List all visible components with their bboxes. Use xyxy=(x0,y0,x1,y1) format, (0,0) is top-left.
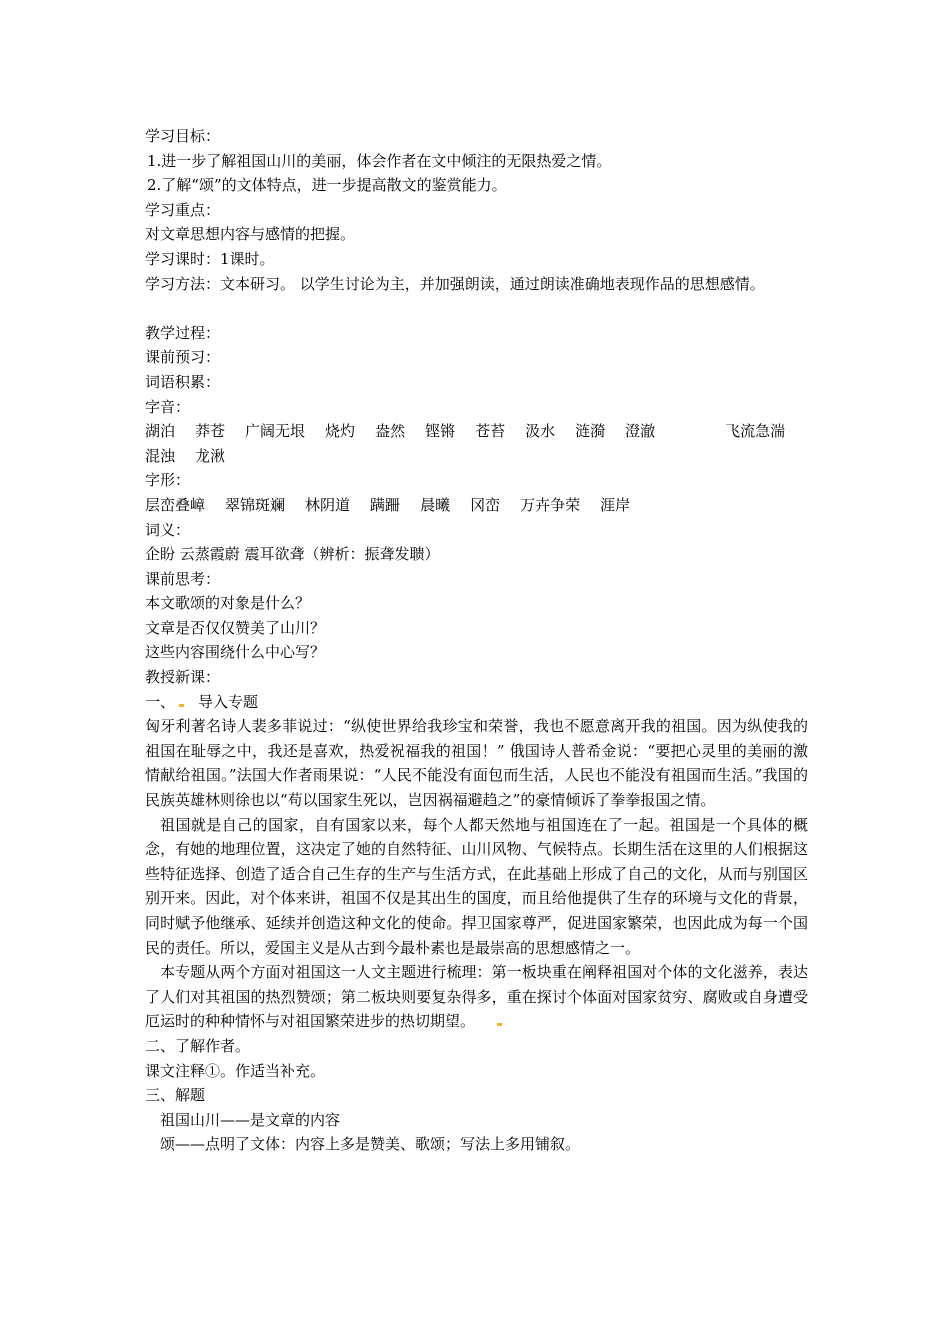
focus-heading: 学习重点： xyxy=(145,200,221,219)
section1-paragraph-2: 祖国就是自己的国家，自有国家以来，每个人都天然地与祖国连在了一起。祖国是一个具体的概念，有她的地理位置，这决定了她的自然特征、山川风物、气候特点。长期生活在这里的人们根据这些特征选择、创造了适合自己生存的生产与生活方式，在此基础上形成了自己的文化，从而与别国区别开来。因此，对个体来讲，祖国不仅是其出生的国度，而且给他提供了生存的环境与文化的背景，同时赋予他继承、延续并创造这种文化的使命。捍卫国家尊严，促进国家繁荣，也因此成为每一个国民的责任。所以，爱国主义是从古到今最朴素也是最崇高的思想感情之一。 xyxy=(145,815,808,957)
question-3: 这些内容围绕什么中心写？ xyxy=(145,643,326,662)
meaning-text: 企盼 云蒸霞蔚 震耳欲聋（辨析：振聋发聩） xyxy=(145,545,440,564)
form-words xyxy=(145,493,825,518)
lesson-method: 学习方法：文本研习。 以学生讨论为主，并加强朗读，通过朗读准确地表现作品的思想感情。 xyxy=(145,274,765,293)
section3-heading: 三、解题 xyxy=(145,1086,206,1105)
process-heading: 教学过程： xyxy=(145,323,221,342)
section1-number: 一、 xyxy=(145,692,176,711)
word: 飞流急湍 xyxy=(725,422,786,441)
word: 晨曦 xyxy=(420,495,451,514)
word: 广阔无垠 xyxy=(245,422,306,441)
pronunciation-words-2 xyxy=(145,444,825,469)
word: 苍苔 xyxy=(475,422,506,441)
section1-paragraph-1: 匈牙利著名诗人裴多菲说过：“纵使世界给我珍宝和荣誉，我也不愿意离开我的祖国。因为纵使我的祖国在耻辱之中，我还是喜欢，热爱祝福我的祖国！” 俄国诗人普希金说：“要把心灵里的美丽的激情献给祖国。”法国大作者雨果说：“人民不能没有面包而生活，人民也不能没有祖国而生活。”我国的民族英雄林则徐也以“苟以国家生死以，岂因祸福避趋之”的豪情倾诉了拳拳报国之情。 xyxy=(145,717,808,810)
objective-item-2: 2.了解“颂”的文体特点，进一步提高散文的鉴赏能力。 xyxy=(147,176,507,195)
section1-title: 导入专题 xyxy=(198,692,259,711)
meaning-label: 词义： xyxy=(145,520,191,539)
word: 莽苍 xyxy=(195,422,226,441)
word: 湖泊 xyxy=(145,422,176,441)
word: 涯岸 xyxy=(600,495,631,514)
marker xyxy=(497,1023,502,1026)
section2-heading: 二、了解作者。 xyxy=(145,1036,251,1055)
question-2: 文章是否仅仅赞美了山川？ xyxy=(145,618,326,637)
word: 盎然 xyxy=(375,422,406,441)
word: 澄澈 xyxy=(625,422,656,441)
spacer xyxy=(145,296,825,321)
pronunciation-label: 字音： xyxy=(145,397,191,416)
word: 龙湫 xyxy=(195,446,226,465)
word: 冈峦 xyxy=(470,495,501,514)
thinking-label: 课前思考： xyxy=(145,569,221,588)
word: 林阴道 xyxy=(305,495,351,514)
word: 万卉争荣 xyxy=(520,495,581,514)
section1-paragraph-3 xyxy=(145,960,808,1034)
preview-heading: 课前预习： xyxy=(145,348,221,367)
paragraph-text: 本专题从两个方面对祖国这一人文主题进行梳理：第一板块重在阐释祖国对个体的文化滋养，表达了人们对其祖国的热烈赞颂；第二板块则要复杂得多，重在探讨个体面对国家贫穷、腐败或自身遭受厄运时的种种情怀与对祖国繁荣进步的热切期望。 xyxy=(145,963,808,1031)
section3-line-2: 颂——点明了文体：内容上多是赞美、歌颂；写法上多用铺叙。 xyxy=(160,1135,581,1154)
word: 混浊 xyxy=(145,446,176,465)
lesson-hours: 学习课时：1课时。 xyxy=(145,249,275,268)
vocab-heading: 词语积累： xyxy=(145,372,221,391)
word: 汲水 xyxy=(525,422,556,441)
section3-line-1: 祖国山川——是文章的内容 xyxy=(160,1110,341,1129)
word: 层峦叠嶂 xyxy=(145,495,206,514)
word: 烧灼 xyxy=(325,422,356,441)
word: 铿锵 xyxy=(425,422,456,441)
word: 翠锦斑斓 xyxy=(225,495,286,514)
new-lesson-heading: 教授新课： xyxy=(145,668,221,687)
word: 蹒跚 xyxy=(370,495,401,514)
marker xyxy=(179,704,184,707)
word: 涟漪 xyxy=(575,422,606,441)
question-1: 本文歌颂的对象是什么？ xyxy=(145,594,311,613)
objective-item-1: 1.进一步了解祖国山川的美丽，体会作者在文中倾注的无限热爱之情。 xyxy=(147,151,612,170)
document-page xyxy=(145,124,825,1157)
section2-text: 课文注释①。作适当补充。 xyxy=(145,1061,326,1080)
focus-text: 对文章思想内容与感情的把握。 xyxy=(145,225,356,244)
objectives-heading: 学习目标： xyxy=(145,127,221,145)
form-label: 字形： xyxy=(145,471,191,490)
pronunciation-words-1 xyxy=(145,419,825,444)
section1-heading xyxy=(145,690,825,715)
